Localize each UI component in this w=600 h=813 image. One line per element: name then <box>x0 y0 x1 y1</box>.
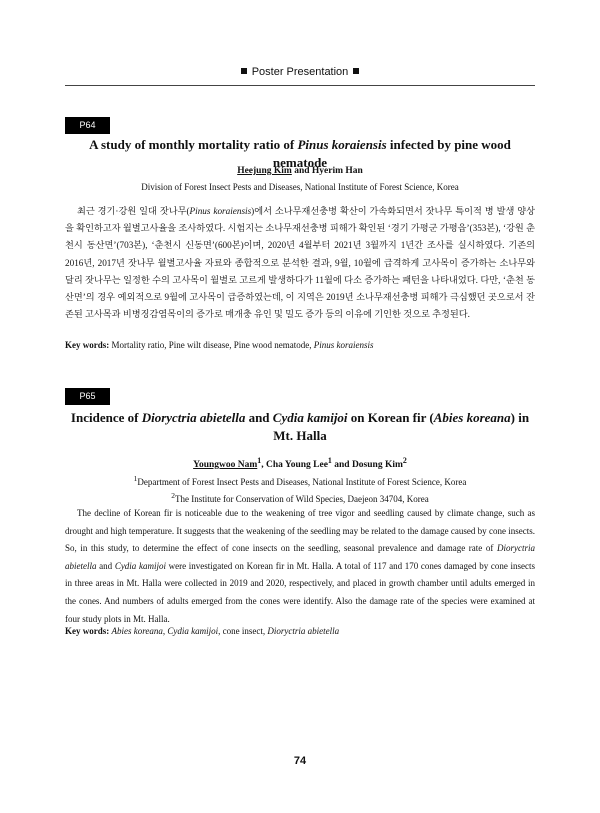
square-bullet-icon <box>353 68 359 74</box>
page-number: 74 <box>293 755 307 767</box>
poster-tag-p65: P65 <box>65 388 110 405</box>
p65-title: Incidence of Dioryctria abietella and Cydia kamijoi on Korean fir (Abies koreana) in Mt. Halla <box>70 410 530 443</box>
header-divider <box>65 85 535 86</box>
p64-authors: Heejung Kim and Hyerim Han <box>237 166 363 176</box>
section-header-title: Poster Presentation <box>251 66 349 78</box>
p65-keywords: Key words: Abies koreana, Cydia kamijoi, cone insect, Dioryctria abietella <box>65 626 340 636</box>
p64-title: A study of monthly mortality ratio of Pinus koraiensis infected by pine wood nematode <box>89 137 511 170</box>
p65-authors: Youngwoo Nam$^1$, Cha Young Lee$^1$ and Dosung Kim$^2$ <box>193 456 407 471</box>
section-header <box>65 66 535 78</box>
p65-affiliation: $^1$Department of Forest Insect Pests and Diseases, National Institute of Forest Science, Korea $^2$The Institute for Conservation of Wild Species, Daejeon 34704, Korea <box>133 474 467 504</box>
p64-author-presenter: Heejung Kim <box>237 166 292 176</box>
p65-author-presenter: Youngwoo Nam <box>193 460 258 471</box>
p65-abstract: The decline of Korean fir is noticeable due to the weakening of tree vigor and seedling caused by climate change, such as drought and high temperature. It suggests that the weakening of the seedling may be related to the damage caused by cone insects. So, in this study, to determine the effect of cone insects on the seedling, seasonal prevalence and damage rate of Dioryctria abietella and Cydia kamijoi were investigated on Korean fir in Mt. Halla. A total of 117 and 170 cones damaged by cone insects in three areas in Mt. Halla were collected in 2019 and 2020, respectively, and placed in growth chamber until adults emerged in the cones. And numbers of adults emerged from the cones were identify. Also the damage rate of the species were examined at four study plots in Mt. Halla. <box>65 508 535 624</box>
p64-affiliation: Division of Forest Insect Pests and Diseases, National Institute of Forest Science, Korea <box>141 182 459 192</box>
p64-abstract: 최근 경기·강원 일대 잣나무(Pinus koraiensis)에서 소나무재선충병 확산이 가속화되면서 잣나무 특이적 병 발생 양상을 확인하고자 월별고사율을 조사하였다. 시험지는 소나무재선충병 피해가 확인된 ‘경기 가평군 가평읍’(353본), ‘강원 춘천시 동산면’(703본), ‘춘천시 신동면’(600본)이며, 2020년 4월부터 2021년 3월까지 1년간 조사를 실시하였다. 기존의 2016년, 2017년 잣나무 월별고사율 자료와 종합적으로 분석한 결과, 9월, 10월에 급격하게 고사목이 증가하는 소나무와 달리 잣나무는 일정한 수의 고사목이 월별로 고르게 발생하다가 11월에 다소 증가하는 패턴을 나타내었다. 다만, ‘춘천 동산면’의 경우 예외적으로 9월에 고사목이 급증하였는데, 이 지역은 2019년 소나무재선충병 피해가 극심했던 곳으로서 잔존된 고사목과 비병징감염목이의 증가로 매개충 유인 및 밀도 증가 등의 이유에 기인한 것으로 추정된다. <box>65 206 535 320</box>
p64-keywords: Key words: Mortality ratio, Pine wilt disease, Pine wood nematode, Pinus koraiensis <box>65 340 374 350</box>
square-bullet-icon <box>241 68 247 74</box>
poster-tag-p64: P64 <box>65 117 110 134</box>
